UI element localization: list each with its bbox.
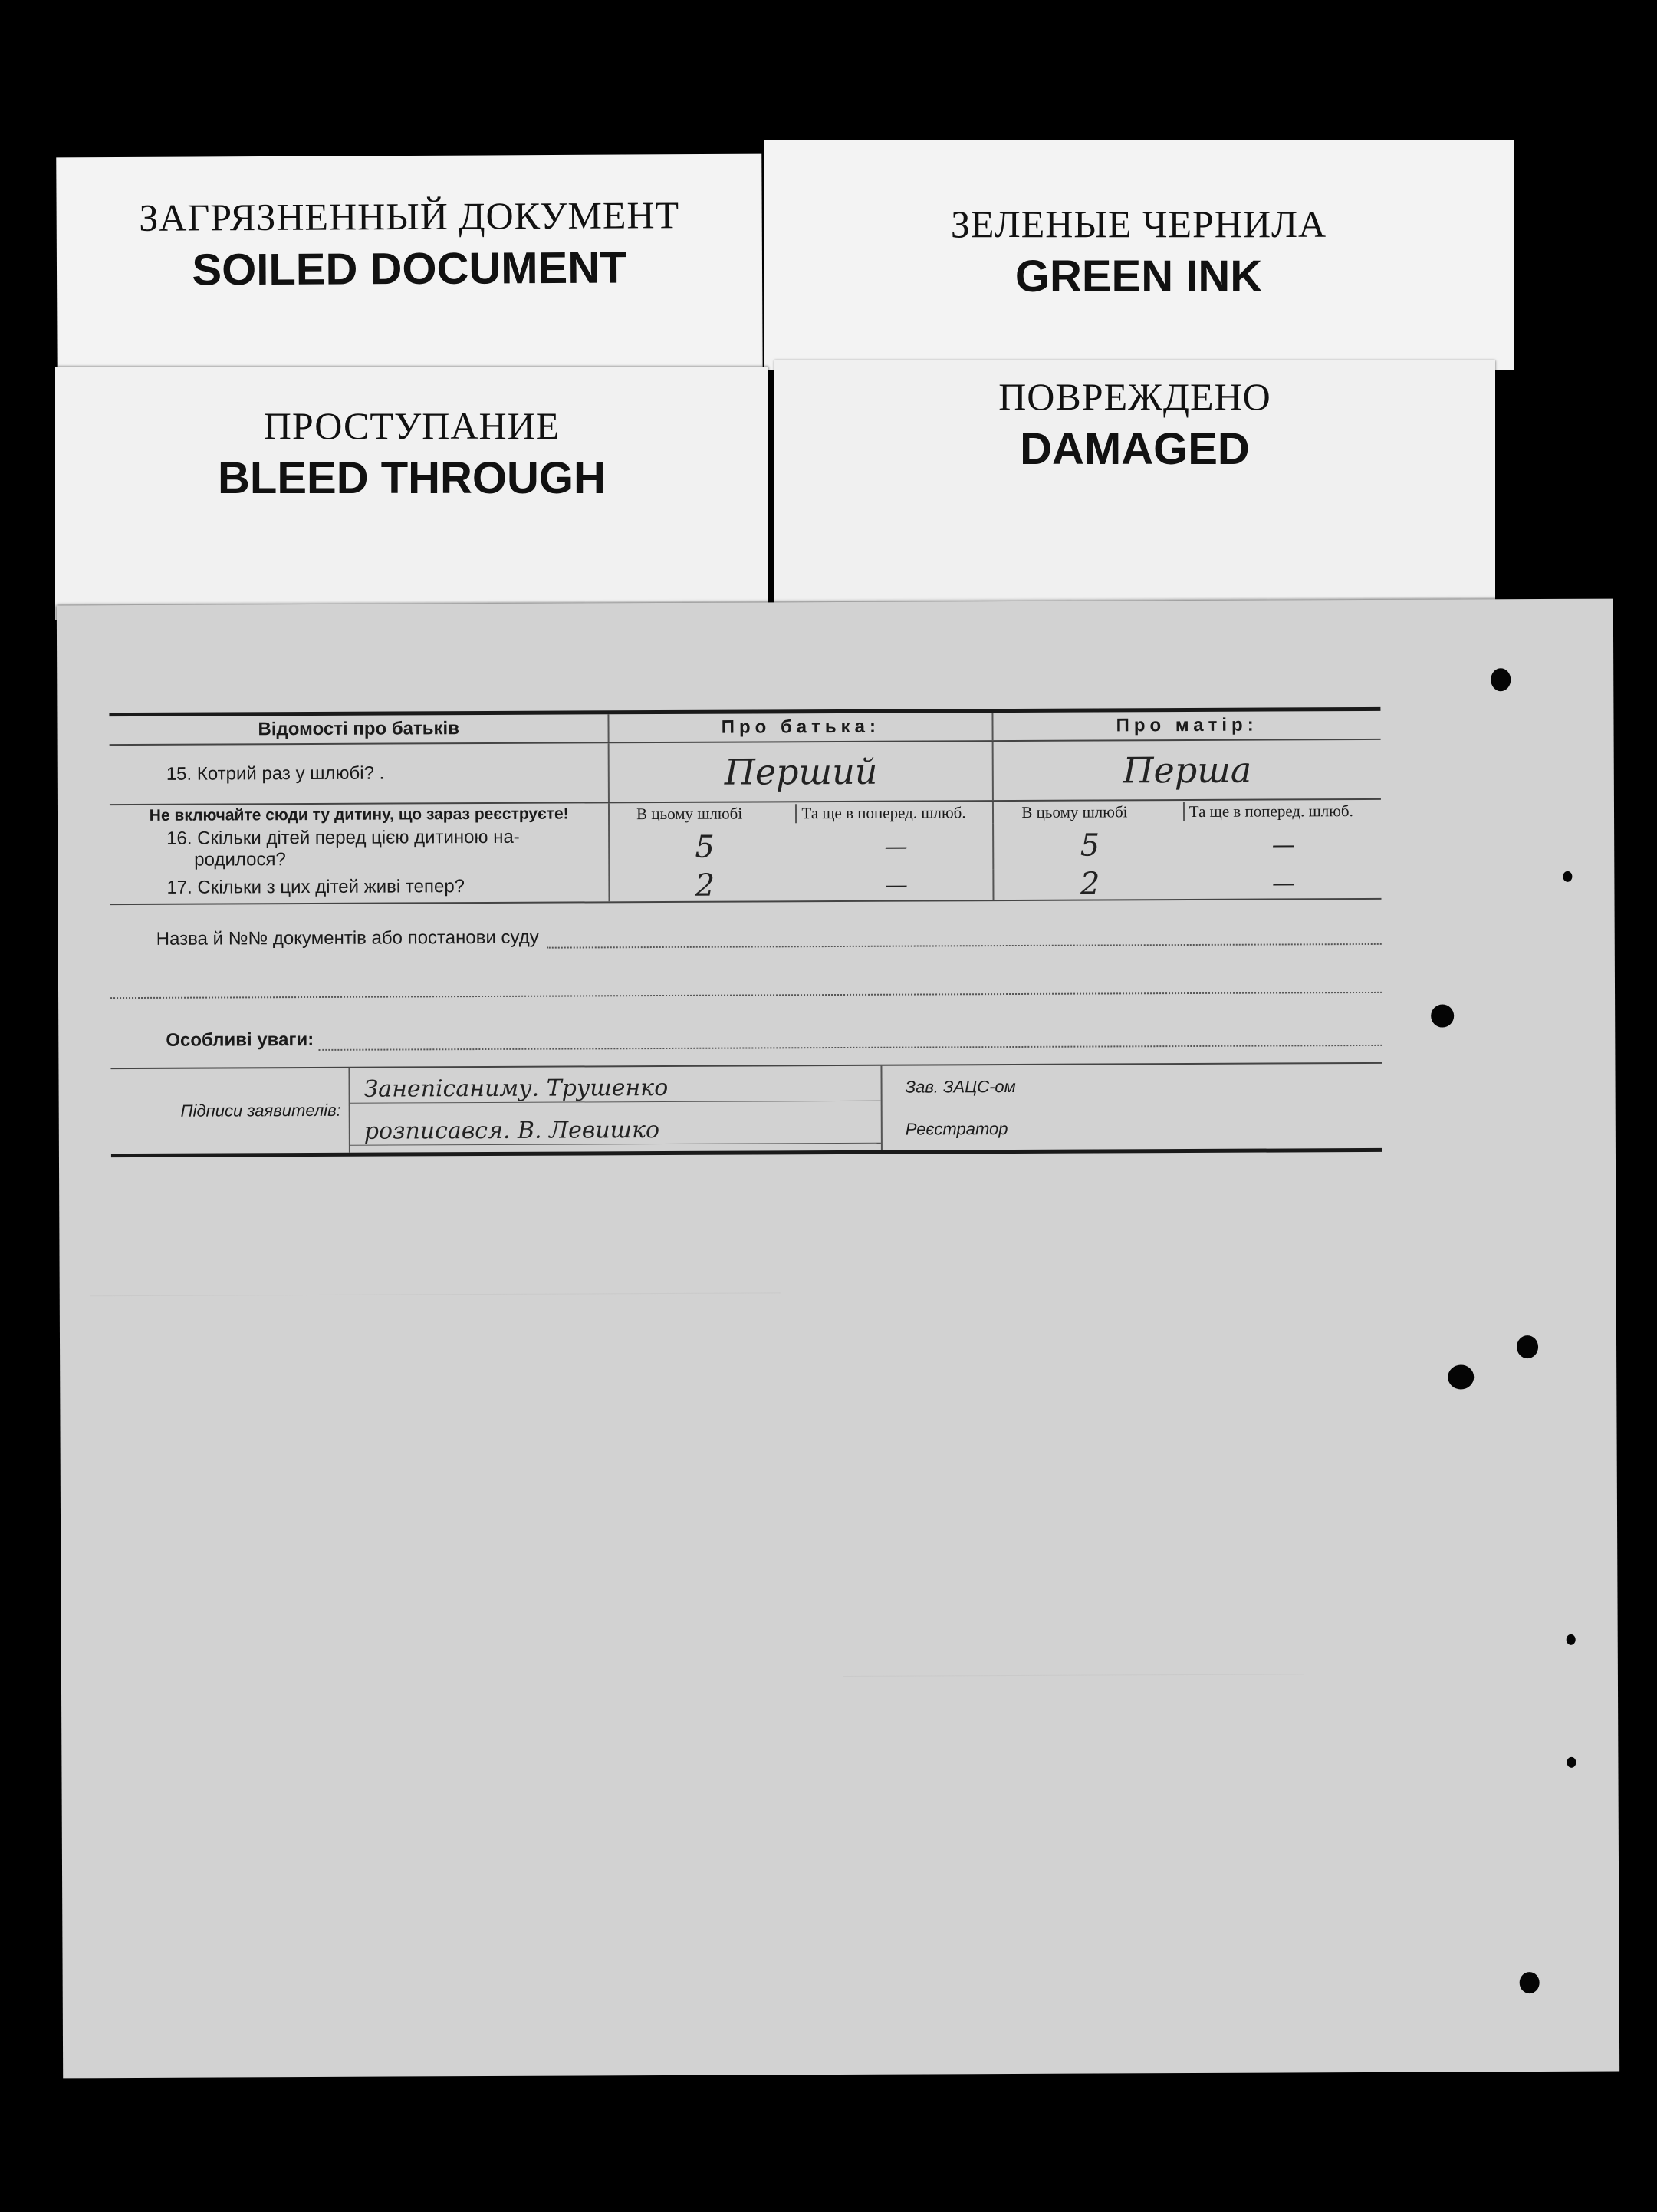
label-card-green-ink xyxy=(764,140,1514,370)
label-bleed-en: BLEED THROUGH xyxy=(218,453,606,503)
q16-label-line1: 16. Скільки дітей перед цією дитиною на- xyxy=(166,826,520,849)
label-bleed-ru: ПРОСТУПАНИЕ xyxy=(263,404,561,447)
punch-hole xyxy=(1567,1634,1576,1645)
row-q17 xyxy=(110,867,1381,904)
label-damaged-ru: ПОВРЕЖДЕНО xyxy=(998,375,1271,418)
q15-label: 15. Котрий раз у шлюбі? . xyxy=(166,762,385,785)
label-green-ru: ЗЕЛЕНЫЕ ЧЕРНИЛА xyxy=(950,202,1327,245)
header-parents-info: Відомості про батьків xyxy=(109,714,610,744)
punch-hole xyxy=(1517,1335,1538,1358)
documents-line xyxy=(547,923,1382,949)
label-damaged-en: DAMAGED xyxy=(1020,424,1250,474)
bleed-through-ghost xyxy=(90,1292,781,1404)
special-notes-line xyxy=(318,1025,1382,1051)
q17-label: 17. Скільки з цих дітей живі тепер? xyxy=(166,876,465,898)
bleed-through-ghost xyxy=(843,1674,1304,1746)
note-exclude-child: Не включайте сюди ту дитину, що зараз реєструєте! xyxy=(149,805,569,825)
sub-father-prev-marriage: Та ще в поперед. шлюб. xyxy=(795,803,965,823)
label-card-soiled xyxy=(56,154,763,380)
punch-hole xyxy=(1520,1972,1540,1993)
q15-father-value: Перший xyxy=(724,750,878,793)
sub-mother-prev-marriage: Та ще в поперед. шлюб. xyxy=(1183,802,1353,821)
row-documents xyxy=(110,907,1382,966)
q16-mother-this: 5 xyxy=(1080,828,1100,864)
punch-hole xyxy=(1567,1757,1576,1768)
q17-father-this: 2 xyxy=(695,867,715,904)
row-q15 xyxy=(110,740,1381,804)
signature-line-1: Занепісаниму. Трушенко xyxy=(350,1073,880,1103)
punch-hole xyxy=(1563,871,1572,882)
document-sheet xyxy=(57,599,1619,2079)
documents-label: Назва й №№ документів або постанови суду xyxy=(156,927,539,950)
row-special-notes xyxy=(110,1009,1382,1068)
sub-mother-this-marriage: В цьому шлюбі xyxy=(1021,802,1128,821)
zags-head-label: Зав. ЗАЦС-ом xyxy=(905,1076,1016,1097)
punch-hole xyxy=(1448,1364,1474,1389)
signatures-label: Підписи заявителів: xyxy=(180,1100,341,1121)
registrar-label: Реєстратор xyxy=(905,1118,1008,1139)
documents-line-2 xyxy=(110,961,1382,999)
signature-line-2: розписався. В. Левишко xyxy=(350,1115,881,1145)
q17-mother-prev: — xyxy=(1271,869,1296,897)
header-father: Про батька: xyxy=(610,713,994,742)
special-notes-label: Особливі уваги: xyxy=(166,1029,314,1051)
row-q16 xyxy=(110,821,1381,873)
header-mother: Про матір: xyxy=(1116,714,1258,736)
label-soiled-ru: ЗАГРЯЗНЕННЫЙ ДОКУМЕНТ xyxy=(139,193,680,239)
label-soiled-en: SOILED DOCUMENT xyxy=(192,242,627,295)
q16-father-this: 5 xyxy=(695,829,715,865)
q16-label-line2: родилося? xyxy=(194,849,286,871)
label-card-bleed-through xyxy=(55,367,768,620)
punch-hole xyxy=(1491,668,1511,691)
row-signatures xyxy=(110,1062,1382,1154)
q17-mother-this: 2 xyxy=(1080,866,1100,902)
q16-mother-prev: — xyxy=(1271,831,1295,859)
punch-hole xyxy=(1431,1004,1454,1027)
q16-father-prev: — xyxy=(884,833,908,861)
label-card-damaged xyxy=(774,360,1495,614)
parents-info-form xyxy=(109,707,1382,1157)
q17-father-prev: — xyxy=(884,871,908,899)
sub-father-this-marriage: В цьому шлюбі xyxy=(636,804,743,823)
q15-mother-value: Перша xyxy=(1123,749,1252,792)
label-green-en: GREEN INK xyxy=(1014,252,1263,301)
